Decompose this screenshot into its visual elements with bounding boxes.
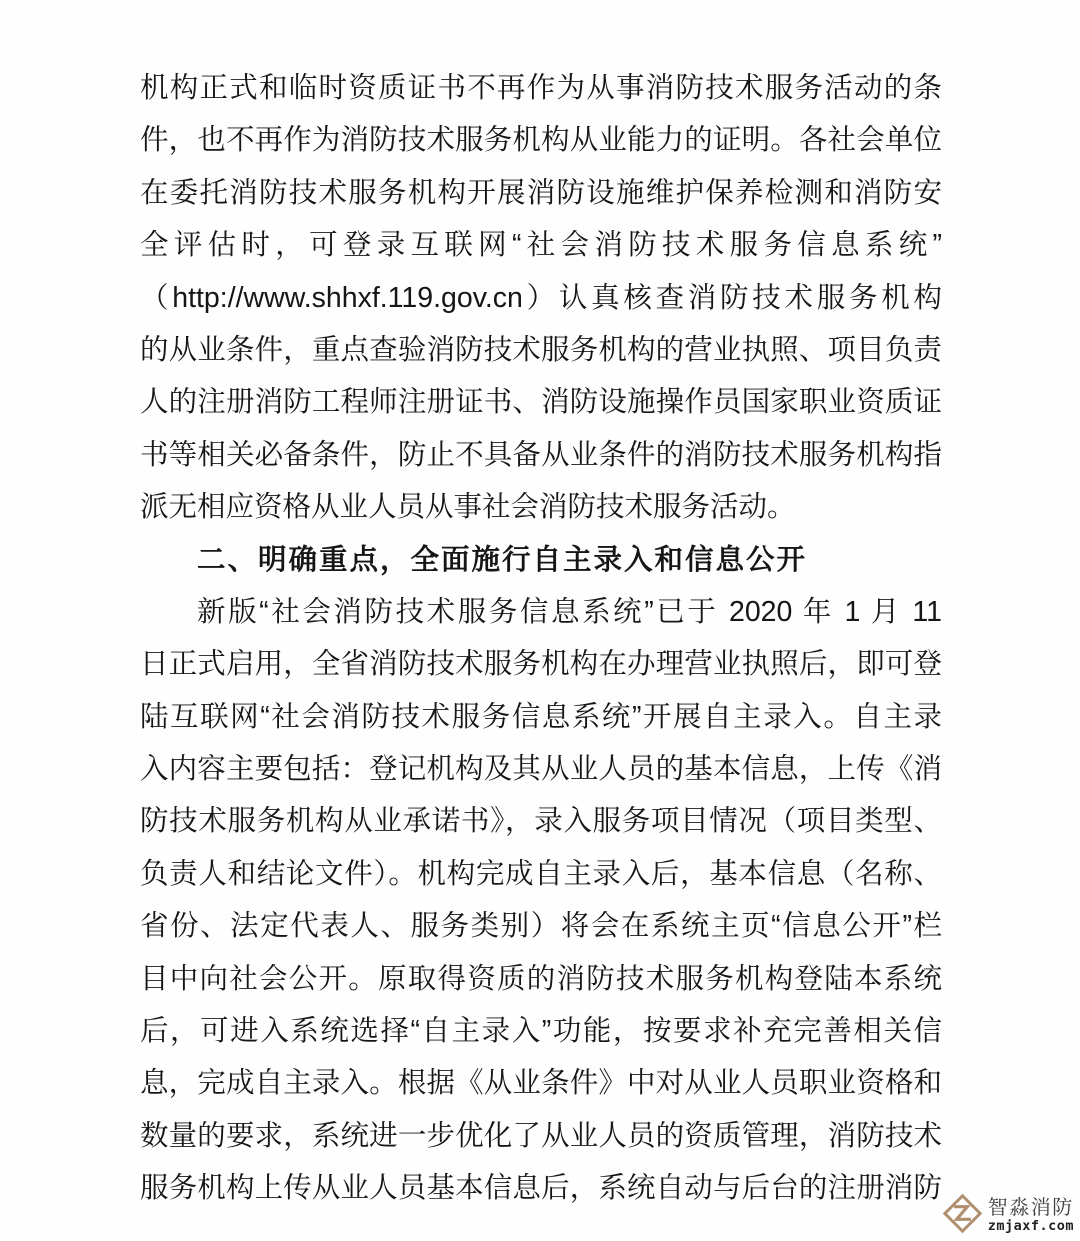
text-line: 后，可进入系统选择“自主录入”功能，按要求补充完善相关信 [140,1015,942,1048]
watermark-domain-label: zmjaxf.com [987,1218,1074,1235]
text-line: 陆互联网“社会消防技术服务信息系统”开展自主录入。自主录 [140,700,942,733]
zhimiao-diamond-logo-icon [942,1193,983,1239]
text-line: 机构正式和临时资质证书不再作为从事消防技术服务活动的条 [140,72,942,104]
text-line: 在委托消防技术服务机构开展消防设施维护保养检测和消防安 [140,176,942,209]
text-line: 二、明确重点，全面施行自主录入和信息公开 [197,543,808,576]
text-line: 新版“社会消防技术服务信息系统”已于 2020 年 1 月 11 [197,595,942,628]
text-line: 派无相应资格从业人员从事社会消防技术服务活动。 [140,491,796,524]
text-line: 防技术服务机构从业承诺书》，录入服务项目情况（项目类型、 [140,805,942,838]
text-line: 负责人和结论文件）。机构完成自主录入后，基本信息（名称、 [140,857,942,890]
text-line: 全评估时，可登录互联网“社会消防技术服务信息系统” [140,229,942,262]
text-line: 人的注册消防工程师注册证书、消防设施操作员国家职业资质证 [140,386,942,419]
text-line: 的从业条件，重点查验消防技术服务机构的营业执照、项目负责 [140,333,942,366]
text-line: 入内容主要包括：登记机构及其从业人员的基本信息，上传《消 [140,753,942,786]
text-line: 数量的要求，系统进一步优化了从业人员的资质管理，消防技术 [140,1119,942,1152]
watermark-text [988,1198,1074,1233]
watermark [942,1193,1074,1239]
watermark-brand-label: 智淼消防 [987,1197,1074,1220]
text-line: 日正式启用，全省消防技术服务机构在办理营业执照后，即可登 [140,648,942,681]
text-line: 件，也不再作为消防技术服务机构从业能力的证明。各社会单位 [140,124,942,157]
text-line: 省份、法定代表人、服务类别）将会在系统主页“信息公开”栏 [140,910,942,943]
text-line: 息，完成自主录入。根据《从业条件》中对从业人员职业资格和 [140,1067,942,1100]
text-line: 目中向社会公开。原取得资质的消防技术服务机构登陆本系统 [140,962,942,995]
text-line: （http://www.shhxf.119.gov.cn）认真核查消防技术服务机构 [140,281,942,314]
text-line: 服务机构上传从业人员基本信息后，系统自动与后台的注册消防 [140,1172,942,1205]
text-line: 书等相关必备条件，防止不具备从业条件的消防技术服务机构指 [140,438,942,471]
document-lines [140,62,942,1215]
